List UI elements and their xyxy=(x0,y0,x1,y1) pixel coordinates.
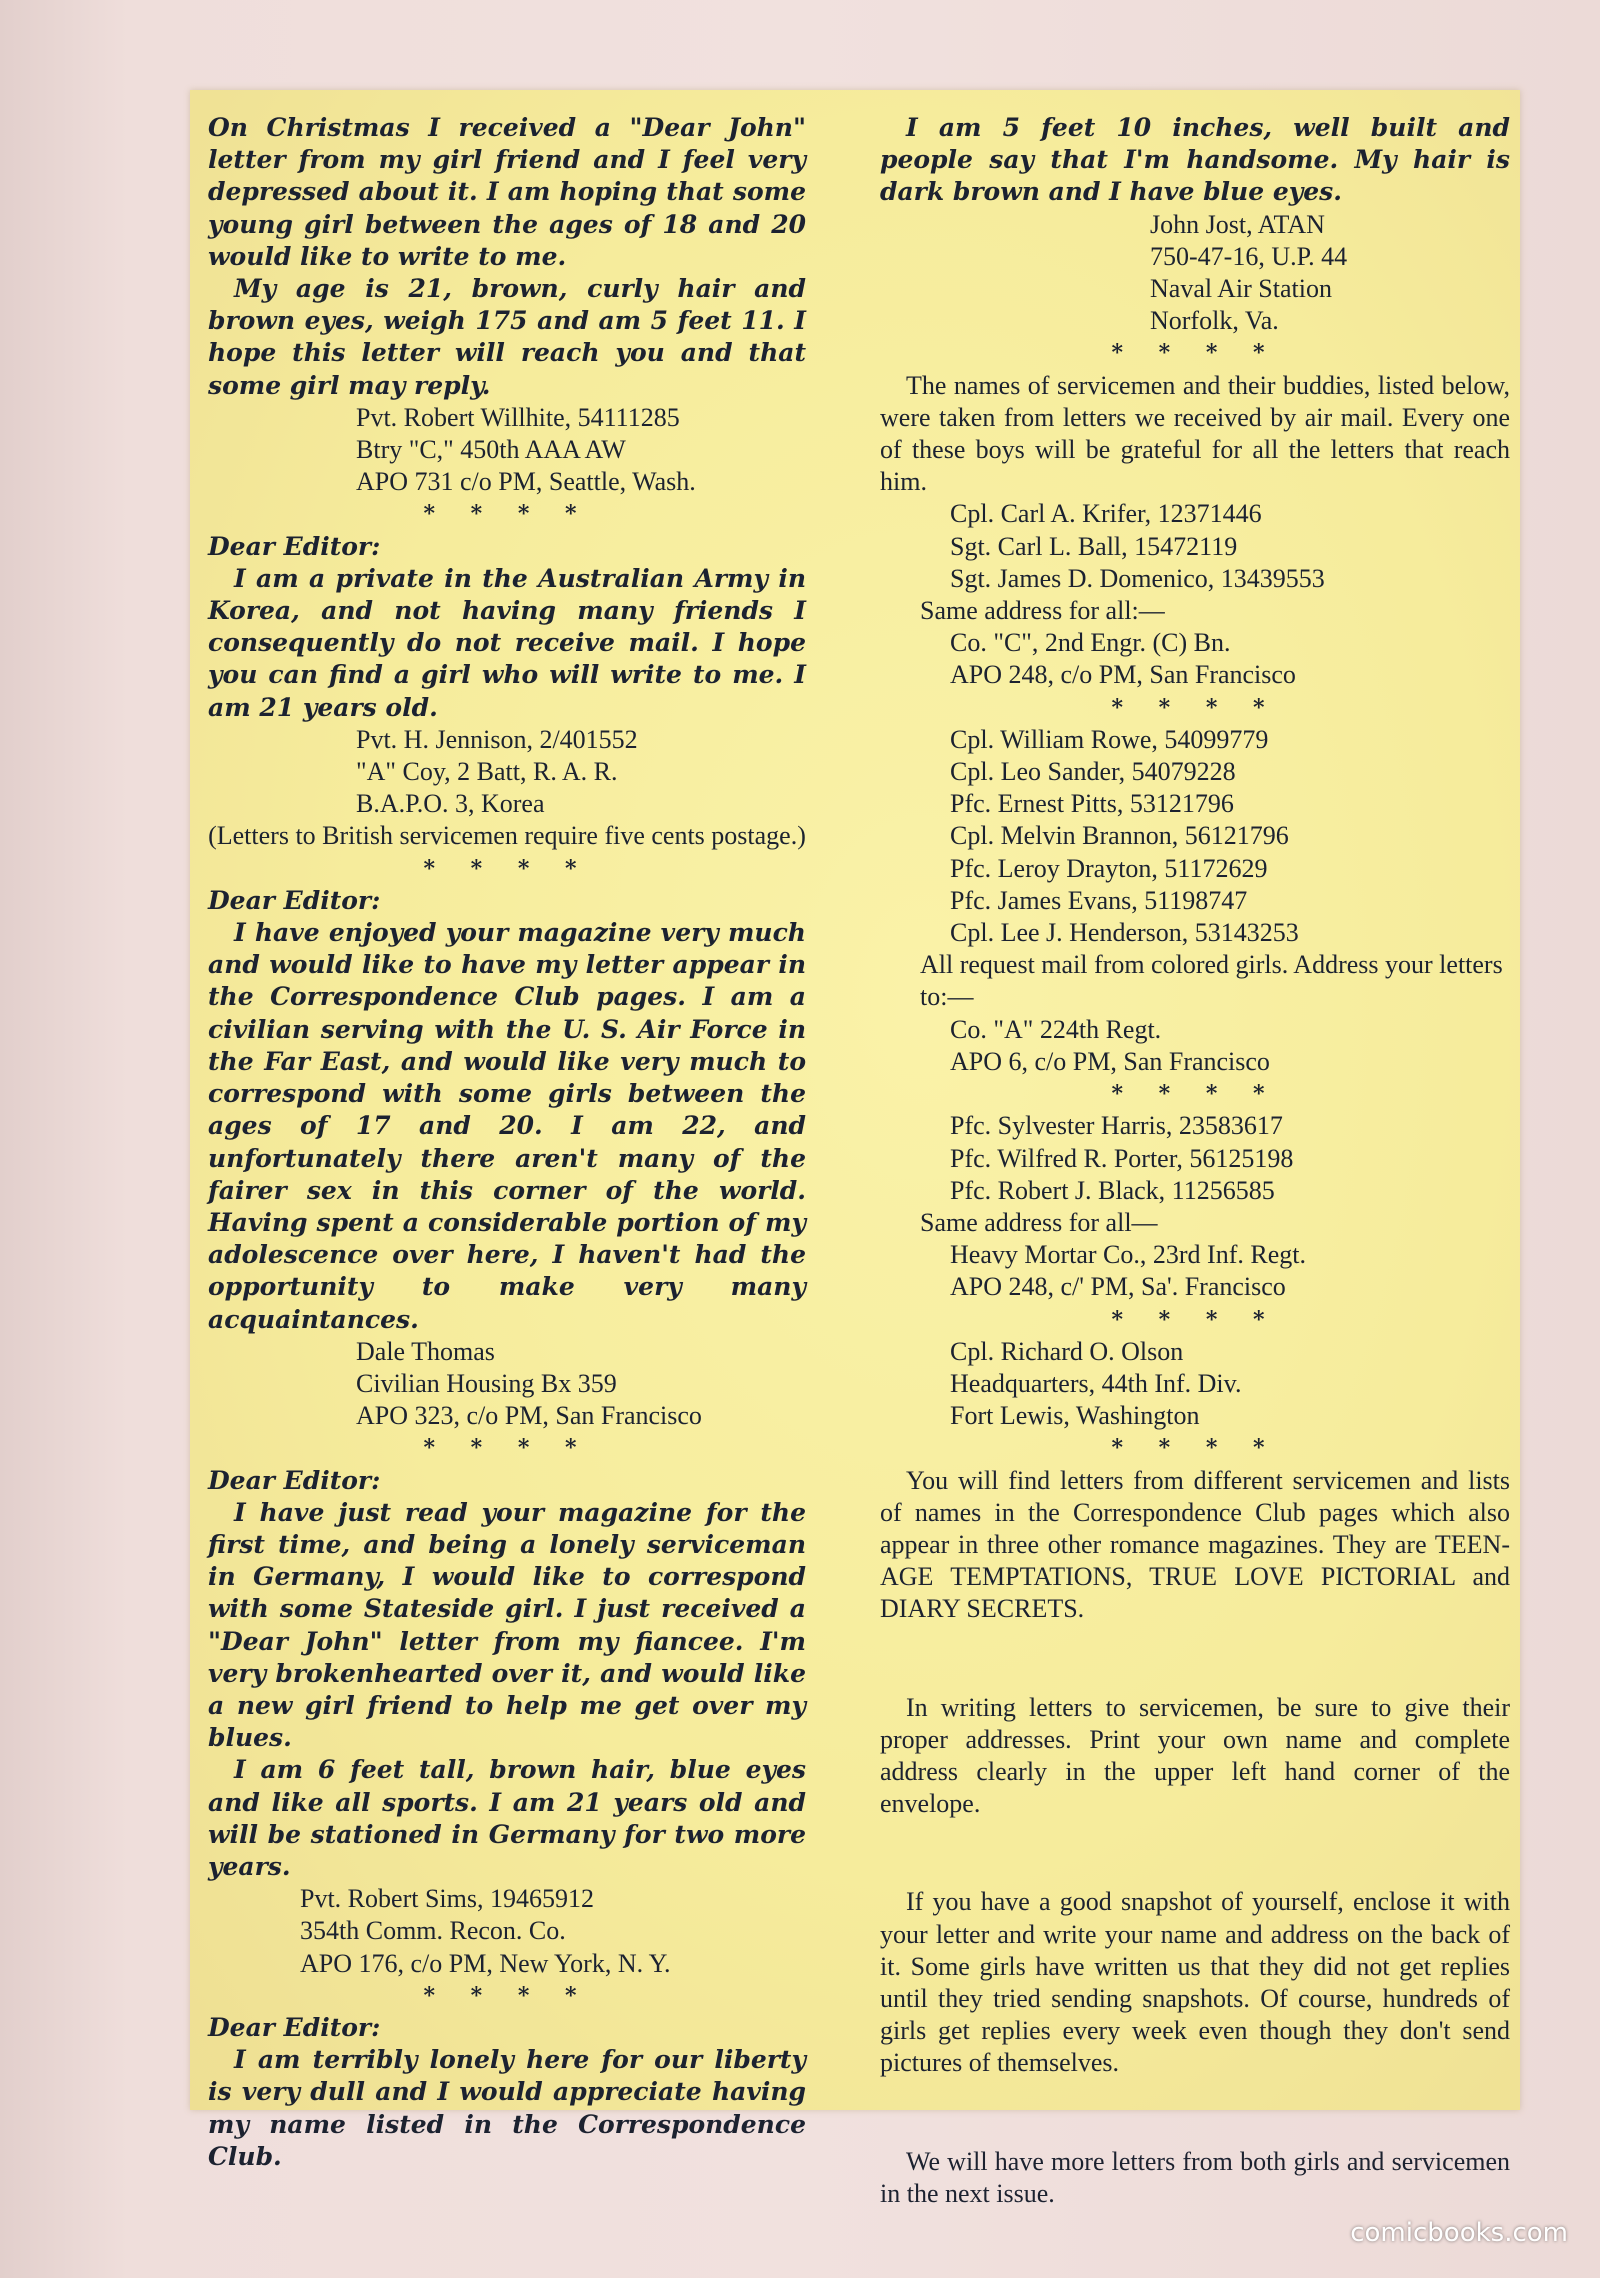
letter-paragraph: I have just read your magazine for the first time, and being a lonely serviceman in Germany, I would like to correspond with some Stateside girl. I just received a "Dear John" letter from my fiancee. I'm very brokenhearted over it, and would like a new girl friend to help me get over my blues. xyxy=(208,1497,806,1753)
address-line: Dale Thomas xyxy=(356,1336,495,1366)
notice-paragraph: You will find letters from different servicemen and lists of names in the Correspondence Club pages which also appear in three other romance magazines. They are TEEN-AGE TEMPTATIONS, TRUE LOVE PICTORIAL and DIARY SECRETS. xyxy=(880,1465,1510,1624)
address-line: APO 323, c/o PM, San Francisco xyxy=(356,1401,702,1431)
name-list-line: Heavy Mortar Co., 23rd Inf. Regt. xyxy=(950,1240,1306,1270)
letter-paragraph: I am terribly lonely here for our liberty is very dull and I would appreciate having my name listed in the Correspondence Club. xyxy=(208,2045,806,2171)
right-column xyxy=(880,112,1510,2210)
address-line: John Jost, ATAN xyxy=(1150,209,1325,239)
address-line: APO 731 c/o PM, Seattle, Wash. xyxy=(356,467,696,497)
address-line: 354th Comm. Recon. Co. xyxy=(300,1916,566,1946)
address-line: Btry "C," 450th AAA AW xyxy=(356,435,626,465)
letter-paragraph: I have enjoyed your magazine very much and would like to have my letter appear in the Correspondence Club pages. I am a civilian serving with the U. S. Air Force in the Far East, and would like very much to correspond with some girls between the ages of 17 and 20. I am 22, and unfortunately there aren't many of the fairer sex in this corner of the world. Having spent a considerable portion of my adolescence over here, I haven't had the opportunity to make very many acquaintances. xyxy=(208,918,806,1334)
left-column xyxy=(208,112,806,2173)
notice-paragraph: If you have a good snapshot of yourself, enclose it with your letter and write your name and address on the back of it. Some girls have written us that they did not get replies until they tried sending snapshots. Of course, hundreds of girls get replies every week even though they don't send pictures of themselves. xyxy=(880,1887,1510,2078)
salutation: Dear Editor: xyxy=(208,531,381,561)
separator-stars: * * * * xyxy=(1111,340,1279,367)
spacer xyxy=(880,2105,1510,2121)
address-note: Same address for all:— xyxy=(920,596,1165,626)
address-line: 750-47-16, U.P. 44 xyxy=(1150,241,1348,271)
name-list-line: Pfc. Leroy Drayton, 51172629 xyxy=(950,853,1268,883)
address-line: Norfolk, Va. xyxy=(1150,306,1279,336)
name-list-line: Co. "C", 2nd Engr. (C) Bn. xyxy=(950,628,1231,658)
letter-paragraph: On Christmas I received a "Dear John" letter from my girl friend and I feel very depressed about it. I am hoping that some young girl between the ages of 18 and 20 would like to write to me. xyxy=(208,113,806,271)
name-list-line: Cpl. Carl A. Krifer, 12371446 xyxy=(950,499,1262,529)
address-line: Naval Air Station xyxy=(1150,274,1332,304)
address-line: Civilian Housing Bx 359 xyxy=(356,1368,617,1398)
separator-stars: * * * * xyxy=(1111,1306,1279,1333)
name-list-line: Headquarters, 44th Inf. Div. xyxy=(950,1368,1242,1398)
letter-paragraph: I am 6 feet tall, brown hair, blue eyes and like all sports. I am 21 years old and will be stationed in Germany for two more years. xyxy=(208,1755,806,1881)
separator-stars: * * * * xyxy=(1111,1435,1279,1462)
name-list-line: Pfc. Sylvester Harris, 23583617 xyxy=(950,1111,1283,1141)
letter-paragraph: I am a private in the Australian Army in Korea, and not having many friends I consequently do not receive mail. I hope you can find a girl who will write to me. I am 21 years old. xyxy=(208,563,806,722)
address-line: "A" Coy, 2 Batt, R. A. R. xyxy=(356,757,618,787)
name-list-line: APO 248, c/' PM, Sa'. Francisco xyxy=(950,1272,1286,1302)
address-line: Pvt. Robert Willhite, 54111285 xyxy=(356,402,680,432)
address-note: All request mail from colored girls. Address your letters to:— xyxy=(920,950,1503,1012)
name-list-line: APO 248, c/o PM, San Francisco xyxy=(950,660,1296,690)
separator-stars: * * * * xyxy=(423,1982,591,2009)
postage-note: (Letters to British servicemen require five cents postage.) xyxy=(208,821,806,851)
name-list-line: Fort Lewis, Washington xyxy=(950,1401,1200,1431)
name-list-line: Co. "A" 224th Regt. xyxy=(950,1014,1162,1044)
salutation: Dear Editor: xyxy=(208,1465,381,1495)
spacer xyxy=(880,1651,1510,1667)
name-list-line: Cpl. Melvin Brannon, 56121796 xyxy=(950,821,1289,851)
separator-stars: * * * * xyxy=(423,1435,591,1462)
letter-paragraph: My age is 21, brown, curly hair and brown eyes, weigh 175 and am 5 feet 11. I hope this letter will reach you and that some girl may reply. xyxy=(208,274,806,400)
address-line: B.A.P.O. 3, Korea xyxy=(356,789,545,819)
name-list-line: Cpl. Lee J. Henderson, 53143253 xyxy=(950,918,1299,948)
name-list-line: Cpl. William Rowe, 54099779 xyxy=(950,724,1269,754)
name-list-line: Cpl. Leo Sander, 54079228 xyxy=(950,757,1236,787)
address-note: Same address for all— xyxy=(920,1207,1158,1237)
separator-stars: * * * * xyxy=(1111,694,1279,721)
name-list-line: Pfc. James Evans, 51198747 xyxy=(950,885,1248,915)
address-line: Pvt. H. Jennison, 2/401552 xyxy=(356,724,638,754)
notice-paragraph: In writing letters to servicemen, be sure to give their proper addresses. Print your own name and complete address clearly in the upper left hand corner of the envelope. xyxy=(880,1692,1510,1819)
name-list-line: Pfc. Robert J. Black, 11256585 xyxy=(950,1175,1275,1205)
salutation: Dear Editor: xyxy=(208,2012,381,2042)
name-list-line: Pfc. Wilfred R. Porter, 56125198 xyxy=(950,1143,1294,1173)
separator-stars: * * * * xyxy=(423,855,591,882)
separator-stars: * * * * xyxy=(423,501,591,528)
name-list-line: APO 6, c/o PM, San Francisco xyxy=(950,1046,1270,1076)
notice-paragraph: The names of servicemen and their buddies, listed below, were taken from letters we received by air mail. Every one of these boys will be grateful for all the letters that reach him. xyxy=(880,370,1510,497)
name-list-line: Cpl. Richard O. Olson xyxy=(950,1336,1184,1366)
separator-stars: * * * * xyxy=(1111,1081,1279,1108)
address-line: Pvt. Robert Sims, 19465912 xyxy=(300,1884,594,1914)
letter-paragraph: I am 5 feet 10 inches, well built and people say that I'm handsome. My hair is dark brown and I have blue eyes. xyxy=(880,113,1510,207)
salutation: Dear Editor: xyxy=(208,885,381,915)
name-list-line: Sgt. James D. Domenico, 13439553 xyxy=(950,563,1325,593)
name-list-line: Sgt. Carl L. Ball, 15472119 xyxy=(950,531,1238,561)
notice-paragraph: We will have more letters from both girls and servicemen in the next issue. xyxy=(880,2146,1510,2208)
spacer xyxy=(880,1845,1510,1861)
name-list-line: Pfc. Ernest Pitts, 53121796 xyxy=(950,789,1234,819)
site-watermark: comicbooks.com xyxy=(1350,2218,1568,2248)
address-line: APO 176, c/o PM, New York, N. Y. xyxy=(300,1948,671,1978)
